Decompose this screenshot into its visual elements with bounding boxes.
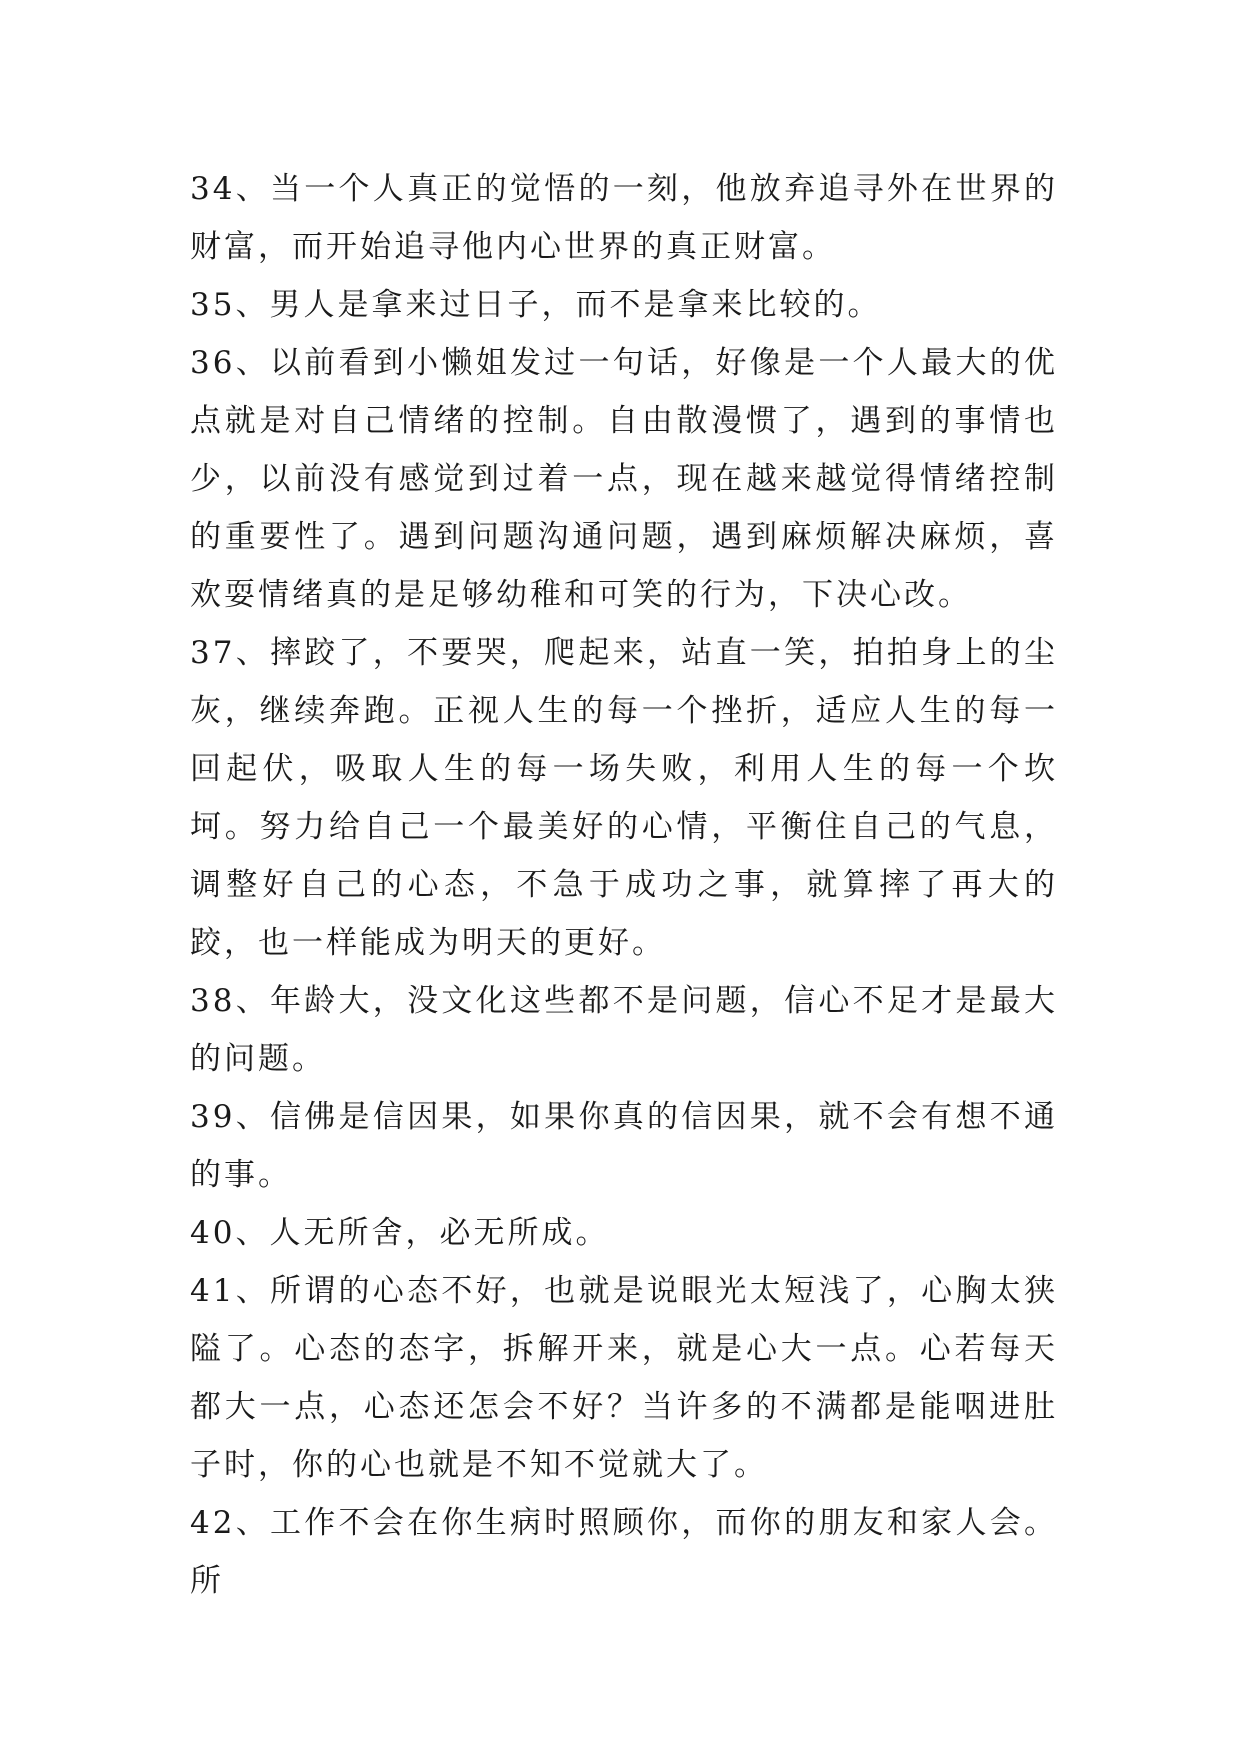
paragraph-38: 38、年龄大，没文化这些都不是问题，信心不足才是最大的问题。 — [190, 983, 1058, 1077]
paragraph-35: 35、男人是拿来过日子，而不是拿来比较的。 — [190, 287, 882, 323]
paragraph-41: 41、所谓的心态不好，也就是说眼光太短浅了，心胸太狭隘了。心态的态字，拆解开来，就是心大一点。心若每天都大一点，心态还怎会不好？当许多的不满都是能咽进肚子时，你的心也就是不知不觉就大了。 — [190, 1273, 1058, 1483]
paragraph-36: 36、以前看到小懒姐发过一句话，好像是一个人最大的优点就是对自己情绪的控制。自由散漫惯了，遇到的事情也少，以前没有感觉到过着一点，现在越来越觉得情绪控制的重要性了。遇到问题沟通问题，遇到麻烦解决麻烦，喜欢耍情绪真的是足够幼稚和可笑的行为，下决心改。 — [190, 345, 1058, 613]
paragraph-39: 39、信佛是信因果，如果你真的信因果，就不会有想不通的事。 — [190, 1099, 1058, 1193]
paragraph-42: 42、工作不会在你生病时照顾你，而你的朋友和家人会。所 — [190, 1505, 1058, 1599]
document-body — [190, 160, 1058, 1610]
paragraph-40: 40、人无所舍，必无所成。 — [190, 1215, 610, 1251]
paragraph-34: 34、当一个人真正的觉悟的一刻，他放弃追寻外在世界的财富，而开始追寻他内心世界的真正财富。 — [190, 171, 1058, 265]
paragraph-37: 37、摔跤了，不要哭，爬起来，站直一笑，拍拍身上的尘灰，继续奔跑。正视人生的每一个挫折，适应人生的每一回起伏，吸取人生的每一场失败，利用人生的每一个坎坷。努力给自己一个最美好的心情，平衡住自己的气息，调整好自己的心态，不急于成功之事，就算摔了再大的跤，也一样能成为明天的更好。 — [190, 635, 1058, 961]
